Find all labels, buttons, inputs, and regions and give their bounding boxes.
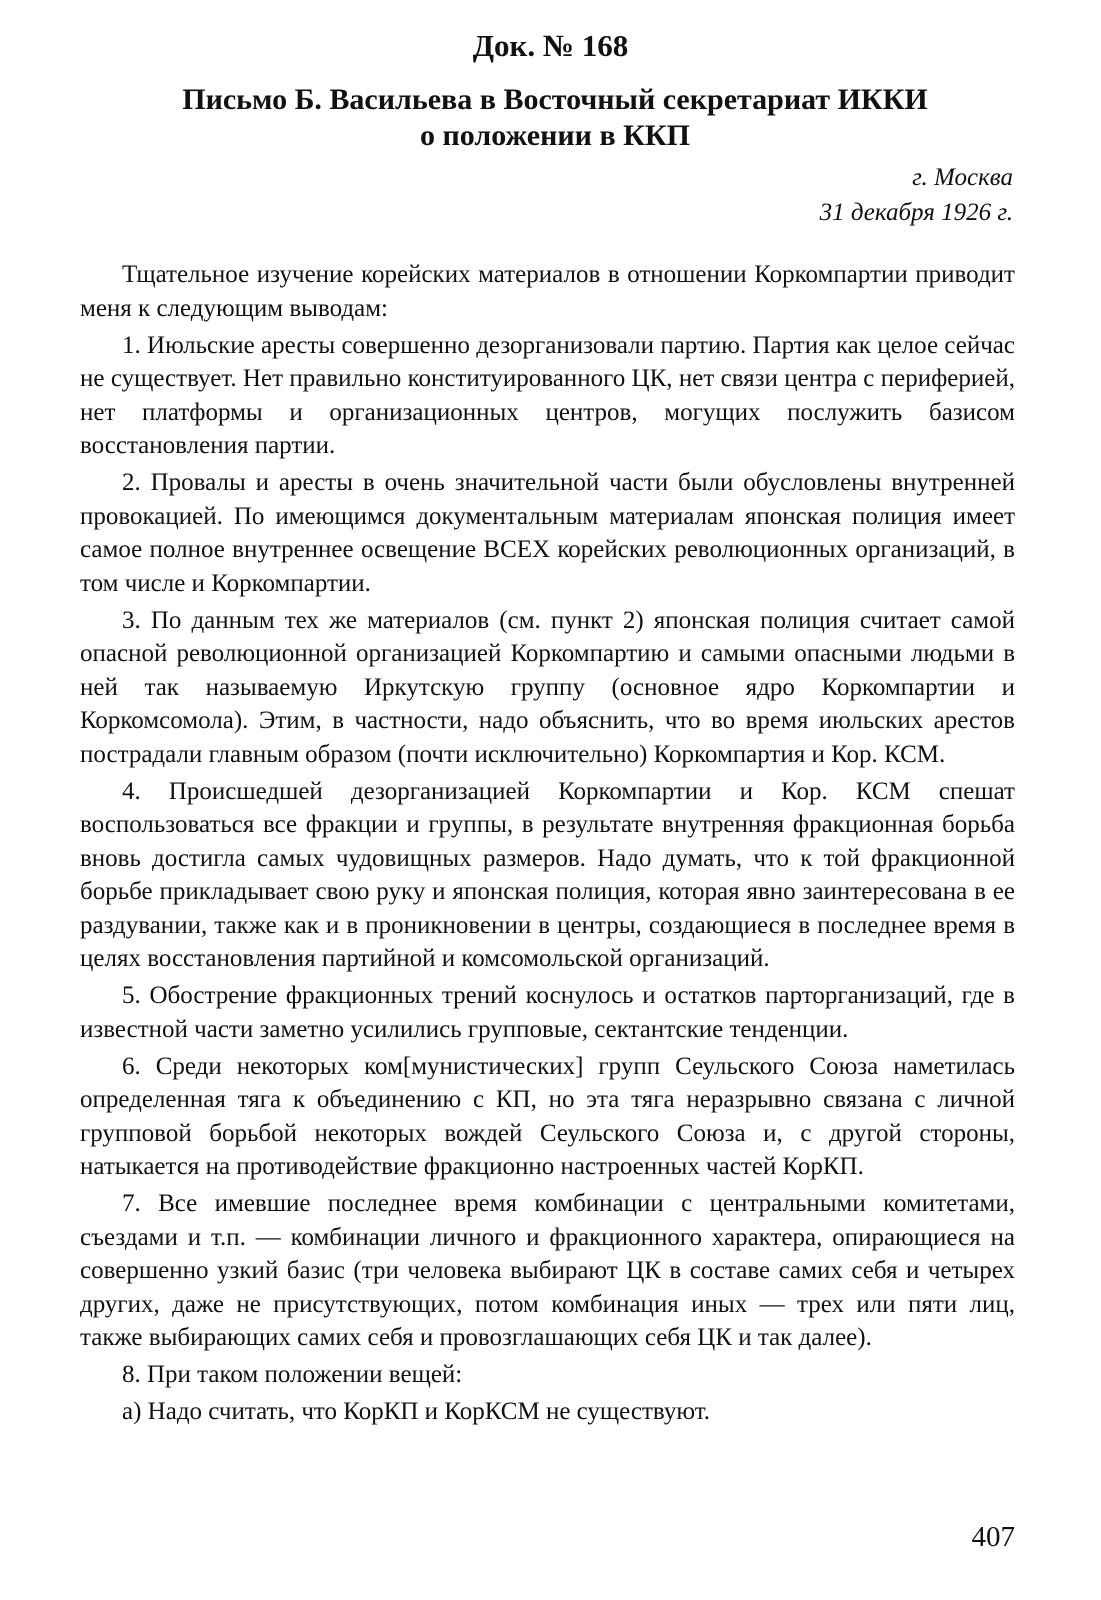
document-title-line-1: Письмо Б. Васильева в Восточный секретариат ИККИ [182,83,928,116]
document-title-line-2: о положении в ККП [419,119,691,152]
document-place: г. Москва [912,164,1013,191]
paragraph-point-8: 8. При таком положении вещей: [122,1361,463,1388]
place-and-date [820,160,1013,230]
paragraph-point-5: 5. Обострение фракционных трений коснулось и остатков парторганизаций, где в известной части заметно усилились групповые, сектантские тенденции. [80,982,1015,1043]
document-title [120,82,990,154]
paragraph-intro: Тщательное изучение корейских материалов в отношении Коркомпартии приводит меня к следующим выводам: [80,261,1015,322]
paragraph-point-7: 7. Все имевшие последнее время комбинации с центральными комитетами, съездами и т.п. — комбинации личного и фракционного характера, опирающиеся на совершенно узкий базис (три человека выбирают ЦК в составе самих себя и четырех других, даже не присутствующих, потом комбинация иных — трех или пяти лиц, также выбирающих самих себя и провозглашающих себя ЦК и так далее). [80,1190,1015,1351]
page-number: 407 [971,1521,1015,1553]
paragraph-point-6: 6. Среди некоторых ком[мунистических] групп Сеульского Союза наметилась определенная тяга к объединению с КП, но эта тяга неразрывно связана с личной групповой борьбой некоторых вождей Сеульского Союза и, с другой стороны, натыкается на противодействие фракционно настроенных частей КорКП. [80,1052,1015,1180]
document-number: Док. № 168 [472,28,629,63]
paragraph-point-4: 4. Происшедшей дезорганизацией Коркомпартии и Кор. КСМ спешат воспользоваться все фракции и группы, в результате внутренняя фракционная борьба вновь достигла самых чудовищных размеров. Надо думать, что к той фракционной борьбе прикладывает свою руку и японская полиция, которая явно заинтересована в ее раздувании, также как и в проникновении в центры, создающиеся в последнее время в целях восстановления партийной и комсомольской организаций. [80,777,1015,972]
paragraph-point-8a: а) Надо считать, что КорКП и КорКСМ не существуют. [122,1398,711,1425]
paragraph-point-2: 2. Провалы и аресты в очень значительной части были обусловлены внутренней провокацией. По имеющимся документальным материалам японская полиция имеет самое полное внутреннее освещение ВСЕХ корейских революционных организаций, в том числе и Коркомпартии. [80,469,1015,597]
document-date: 31 декабря 1926 г. [819,199,1013,226]
paragraph-point-3: 3. По данным тех же материалов (см. пункт 2) японская полиция считает самой опасной революционной организацией Коркомпартию и самыми опасными людьми в ней так называемую Иркутскую группу (основное ядро Коркомпартии и Коркомсомола). Этим, в частности, надо объяснить, что во время июльских арестов пострадали главным образом (почти исключительно) Коркомпартия и Кор. КСМ. [80,606,1015,768]
paragraph-point-1: 1. Июльские аресты совершенно дезорганизовали партию. Партия как целое сейчас не существует. Нет правильно конституированного ЦК, нет связи центра с периферией, нет платформы и организационных центров, могущих послужить базисом восстановления партии. [80,331,1015,459]
document-body [80,258,1015,1432]
